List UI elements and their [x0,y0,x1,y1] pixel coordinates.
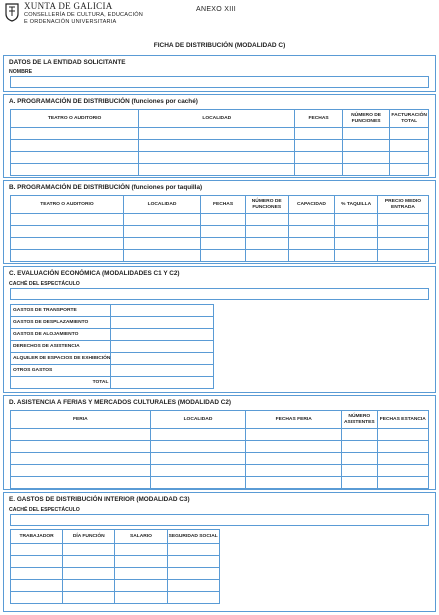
col-header: FECHAS ESTANCIA [377,411,428,429]
table-row [11,164,429,176]
table-cell[interactable] [342,140,390,152]
table-cell[interactable] [115,580,167,592]
table-cell[interactable] [167,556,219,568]
cost-label: GASTOS DE ALOJAMIENTO [11,329,111,341]
table-cell[interactable] [342,453,378,465]
col-header: NÚMERO DE FUNCIONES [245,196,288,214]
table-cell[interactable] [123,250,200,262]
col-header: TRABAJADOR [11,530,63,544]
table-cell[interactable] [377,214,428,226]
logo-subtitle-line2: E ORDENACIÓN UNIVERSITARIA [24,18,117,25]
table-cell[interactable] [288,238,335,250]
table-cell[interactable] [150,453,246,465]
table-cell[interactable] [167,568,219,580]
section-e [3,492,436,612]
cost-label: OTROS GASTOS [11,365,111,377]
table-row [11,353,214,365]
table-cell[interactable] [295,140,343,152]
table-row [11,441,429,453]
table-row [11,580,220,592]
col-header: FACTURACIÓN TOTAL [390,110,429,128]
table-cell[interactable] [342,128,390,140]
table-cell[interactable] [115,568,167,580]
table-row [11,214,429,226]
table-cell[interactable] [11,238,124,250]
table-cell[interactable] [377,238,428,250]
col-header: FECHAS [295,110,343,128]
table-cell[interactable] [167,580,219,592]
table-row [11,568,220,580]
table-cell[interactable] [63,544,115,556]
table-cell[interactable] [150,441,246,453]
table-cell[interactable] [11,164,139,176]
table-row [11,365,214,377]
table-cell[interactable] [201,238,246,250]
table-cell[interactable] [342,164,390,176]
table-cell[interactable] [390,152,429,164]
table-cell[interactable] [288,250,335,262]
cost-value-field[interactable] [111,305,214,317]
cost-label: DERECHOS DE ASISTENCIA [11,341,111,353]
table-row [11,152,429,164]
table-cell[interactable] [139,164,295,176]
table-cell[interactable] [377,441,428,453]
table-cell[interactable] [11,568,63,580]
costs-table [10,304,214,389]
col-header: NÚMERO ASISTENTES [342,411,378,429]
table-row [11,477,429,489]
table-cell[interactable] [63,580,115,592]
table-cell[interactable] [11,556,63,568]
cost-label: ALQUILER DE ESPACIOS DE EXHIBICIÓN [11,353,111,365]
section-e-title: E. GASTOS DE DISTRIBUCIÓN INTERIOR (MODALIDAD C3) [9,496,190,503]
table-cell[interactable] [390,164,429,176]
table-cell[interactable] [342,152,390,164]
table-row [11,556,220,568]
table-cell[interactable] [11,465,151,477]
table-cell[interactable] [123,226,200,238]
col-header: SALARIO [115,530,167,544]
col-header: TEATRO O AUDITORIO [11,110,139,128]
col-header: TEATRO O AUDITORIO [11,196,124,214]
table-cell[interactable] [123,238,200,250]
table-row [11,128,429,140]
cost-value-field[interactable] [111,365,214,377]
table-cell[interactable] [377,453,428,465]
table-cell[interactable] [245,214,288,226]
total-label: TOTAL [11,377,111,389]
table-cell[interactable] [288,226,335,238]
table-row [11,592,220,604]
table-row [11,140,429,152]
cost-value-field[interactable] [111,341,214,353]
section-entidad [3,55,436,92]
table-cell[interactable] [335,250,378,262]
table-row [11,429,429,441]
cost-value-field[interactable] [111,317,214,329]
table-cell[interactable] [63,556,115,568]
col-header: LOCALIDAD [150,411,246,429]
section-d [3,395,436,490]
table-cell[interactable] [201,214,246,226]
table-cell[interactable] [139,152,295,164]
cost-value-field[interactable] [111,329,214,341]
table-cell[interactable] [377,226,428,238]
table-cell[interactable] [295,164,343,176]
nombre-field[interactable] [10,76,429,88]
table-row [11,305,214,317]
cost-label: GASTOS DE DESPLAZAMIENTO [11,317,111,329]
section-a [3,94,436,178]
xunta-logo-icon [4,2,20,22]
section-b-title: B. PROGRAMACIÓN DE DISTRIBUCIÓN (funciones por taquilla) [9,184,203,191]
table-e [10,529,220,604]
col-header: SEGURIDAD SOCIAL [167,530,219,544]
section-a-title: A. PROGRAMACIÓN DE DISTRIBUCIÓN (funciones por caché) [9,98,198,105]
table-cell[interactable] [11,128,139,140]
table-row [11,329,214,341]
table-cell[interactable] [115,556,167,568]
section-b [3,180,436,264]
table-cell[interactable] [245,238,288,250]
document-title: FICHA DE DISTRIBUCIÓN (MODALIDAD C) [153,42,286,49]
section-c-title: C. EVALUACIÓN ECONÓMICA (MODALIDADES C1 Y C2) [9,270,180,277]
table-cell[interactable] [11,214,124,226]
col-header: PRECIO MEDIO ENTRADA [377,196,428,214]
cache-label: CACHÉ DEL ESPECTÁCULO [9,281,80,287]
table-cell[interactable] [342,477,378,489]
table-cell[interactable] [288,214,335,226]
table-b [10,195,429,262]
table-d [10,410,429,489]
table-cell[interactable] [335,226,378,238]
table-cell[interactable] [150,429,246,441]
table-row [11,226,429,238]
col-header: % TAQUILLA [335,196,378,214]
table-row [11,250,429,262]
table-cell[interactable] [245,250,288,262]
cache-field[interactable] [10,514,429,526]
table-cell[interactable] [245,226,288,238]
table-row [11,377,214,389]
section-c [3,266,436,393]
cost-label: GASTOS DE TRANSPORTE [11,305,111,317]
col-header: FECHAS FERIA [246,411,342,429]
table-cell[interactable] [150,477,246,489]
cache-field[interactable] [10,288,429,300]
table-cell[interactable] [295,128,343,140]
table-cell[interactable] [342,429,378,441]
table-row [11,317,214,329]
table-cell[interactable] [11,477,151,489]
logo-title: XUNTA DE GALICIA [24,1,113,11]
table-cell[interactable] [335,214,378,226]
col-header: LOCALIDAD [123,196,200,214]
col-header: CAPACIDAD [288,196,335,214]
table-cell[interactable] [377,465,428,477]
table-row [11,544,220,556]
table-cell[interactable] [390,128,429,140]
table-cell[interactable] [377,250,428,262]
table-cell[interactable] [63,568,115,580]
col-header: LOCALIDAD [139,110,295,128]
table-cell[interactable] [150,465,246,477]
table-cell[interactable] [335,238,378,250]
anexo-label: ANEXO XIII [196,6,236,13]
table-cell[interactable] [246,477,342,489]
table-cell[interactable] [201,226,246,238]
cache-label: CACHÉ DEL ESPECTÁCULO [9,507,80,513]
table-cell[interactable] [377,429,428,441]
table-cell[interactable] [295,152,343,164]
table-cell[interactable] [246,465,342,477]
nombre-label: NOMBRE [9,69,33,75]
table-cell[interactable] [246,441,342,453]
table-cell[interactable] [11,441,151,453]
table-cell[interactable] [11,429,151,441]
table-cell[interactable] [246,429,342,441]
table-cell[interactable] [11,544,63,556]
table-cell[interactable] [342,441,378,453]
table-cell[interactable] [342,465,378,477]
table-cell[interactable] [246,453,342,465]
table-row [11,238,429,250]
table-cell[interactable] [139,140,295,152]
table-cell[interactable] [11,226,124,238]
table-row [11,465,429,477]
table-cell[interactable] [11,140,139,152]
section-d-title: D. ASISTENCIA A FERIAS Y MERCADOS CULTURALES (MODALIDAD C2) [9,399,232,406]
table-row [11,341,214,353]
table-cell[interactable] [11,250,124,262]
table-cell[interactable] [123,214,200,226]
table-cell[interactable] [11,453,151,465]
table-row [11,453,429,465]
table-a [10,109,429,176]
table-cell[interactable] [11,580,63,592]
table-cell[interactable] [377,477,428,489]
table-cell[interactable] [167,544,219,556]
cost-value-field[interactable] [111,353,214,365]
table-cell[interactable] [115,544,167,556]
table-cell[interactable] [115,592,167,604]
table-cell[interactable] [201,250,246,262]
logo-subtitle-line1: CONSELLERÍA DE CULTURA, EDUCACIÓN [24,12,144,18]
table-cell[interactable] [11,152,139,164]
page-header [0,0,439,40]
col-header: NÚMERO DE FUNCIONES [342,110,390,128]
table-cell[interactable] [11,592,63,604]
table-cell[interactable] [139,128,295,140]
col-header: DÍA FUNCIÓN [63,530,115,544]
col-header: FECHAS [201,196,246,214]
table-cell[interactable] [167,592,219,604]
table-cell[interactable] [390,140,429,152]
col-header: FERIA [11,411,151,429]
section-entidad-title: DATOS DE LA ENTIDAD SOLICITANTE [9,59,126,66]
total-value-field[interactable] [111,377,214,389]
table-cell[interactable] [63,592,115,604]
